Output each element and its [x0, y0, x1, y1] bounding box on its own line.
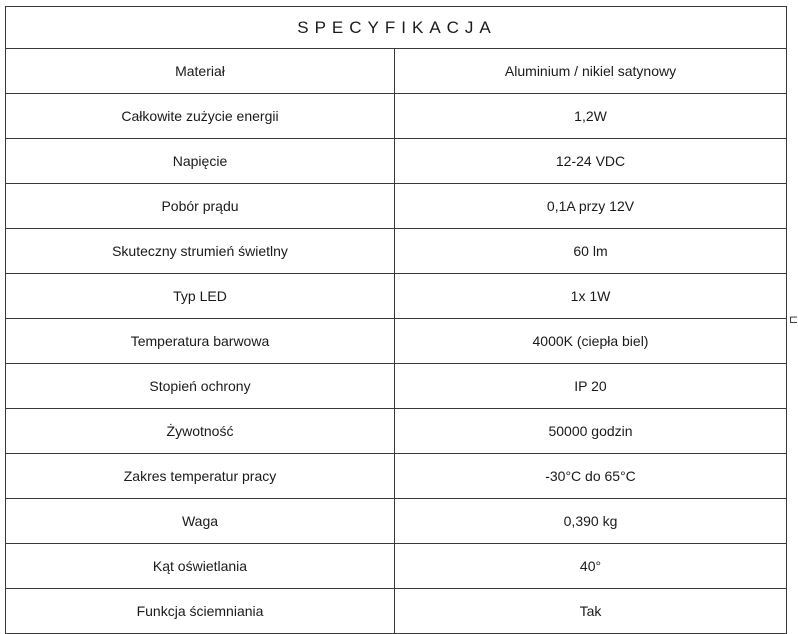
spec-label-cell: Pobór prądu — [6, 184, 395, 229]
spec-label-cell: Napięcie — [6, 139, 395, 184]
table-row — [6, 589, 787, 634]
spec-value-cell: Tak — [395, 589, 787, 634]
spec-value-cell: 1,2W — [395, 94, 787, 139]
table-row — [6, 544, 787, 589]
spec-value-cell: 0,390 kg — [395, 499, 787, 544]
table-row — [6, 409, 787, 454]
spec-value-cell: 1x 1W — [395, 274, 787, 319]
table-row — [6, 364, 787, 409]
specification-table — [5, 6, 787, 634]
spec-label-cell: Funkcja ściemniania — [6, 589, 395, 634]
table-row — [6, 49, 787, 94]
spec-value-cell: 40° — [395, 544, 787, 589]
spec-label-cell: Zakres temperatur pracy — [6, 454, 395, 499]
spec-value-cell: 0,1A przy 12V — [395, 184, 787, 229]
table-row — [6, 229, 787, 274]
spec-label-cell: Typ LED — [6, 274, 395, 319]
table-row — [6, 454, 787, 499]
spec-value-cell: IP 20 — [395, 364, 787, 409]
spec-label-cell: Skuteczny strumień świetlny — [6, 229, 395, 274]
table-row — [6, 139, 787, 184]
edge-glyph: ⊏ — [789, 313, 798, 326]
spec-label-cell: Waga — [6, 499, 395, 544]
table-row — [6, 94, 787, 139]
table-title: SPECYFIKACJA — [6, 7, 787, 49]
table-row — [6, 184, 787, 229]
table-row — [6, 499, 787, 544]
spec-label-cell: Stopień ochrony — [6, 364, 395, 409]
table-title-row — [6, 7, 787, 49]
spec-value-cell: 4000K (ciepła biel) — [395, 319, 787, 364]
spec-value-cell: Aluminium / nikiel satynowy — [395, 49, 787, 94]
spec-value-cell: 50000 godzin — [395, 409, 787, 454]
spec-label-cell: Całkowite zużycie energii — [6, 94, 395, 139]
spec-label-cell: Materiał — [6, 49, 395, 94]
table-row — [6, 274, 787, 319]
spec-value-cell: 60 lm — [395, 229, 787, 274]
spec-value-cell: -30°C do 65°C — [395, 454, 787, 499]
spec-label-cell: Kąt oświetlania — [6, 544, 395, 589]
table-row — [6, 319, 787, 364]
spec-label-cell: Żywotność — [6, 409, 395, 454]
spec-label-cell: Temperatura barwowa — [6, 319, 395, 364]
spec-value-cell: 12-24 VDC — [395, 139, 787, 184]
